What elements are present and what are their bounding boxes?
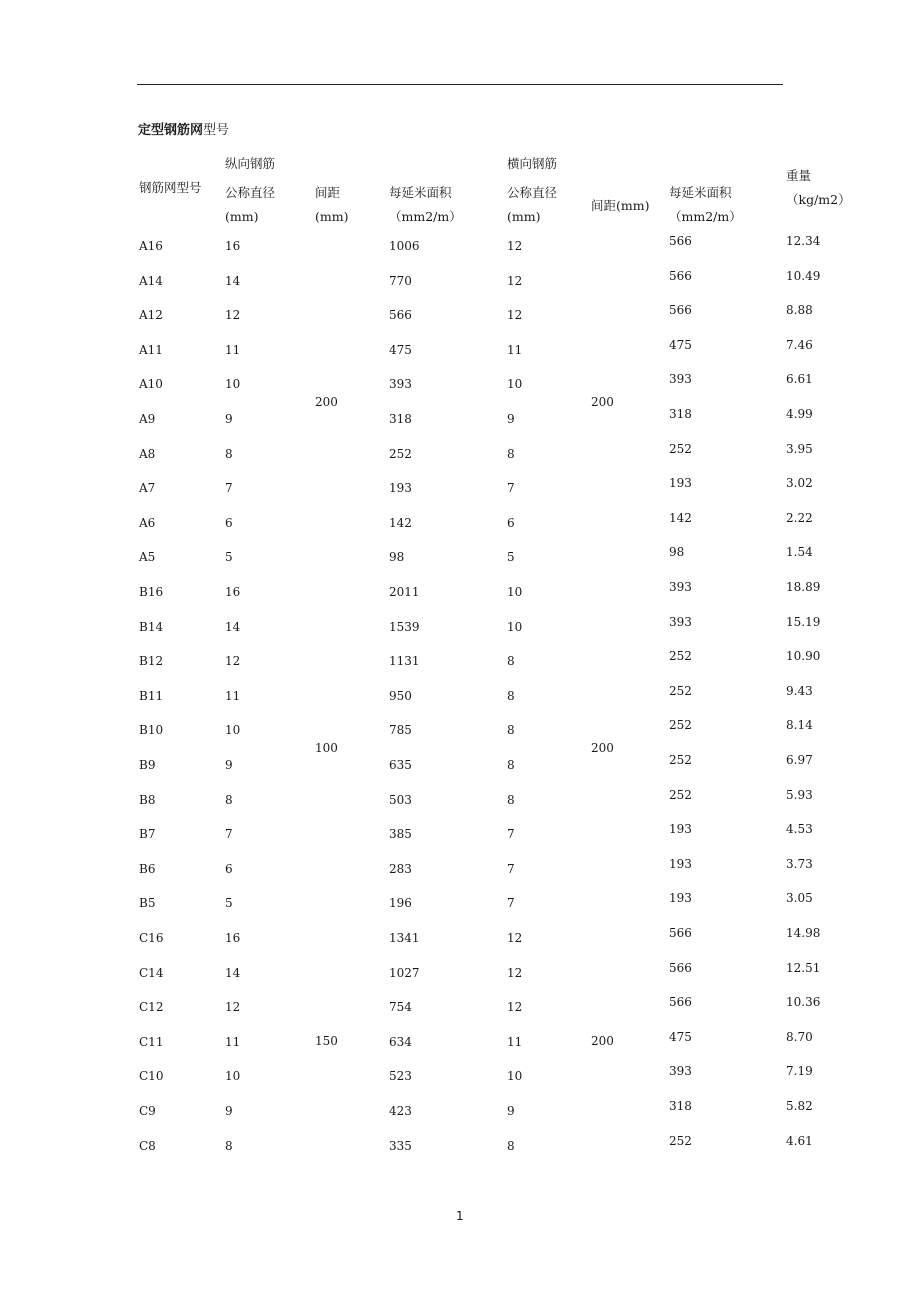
cell-long-dia: 10 <box>225 723 241 738</box>
cell-model: B10 <box>139 723 164 738</box>
header-rule <box>137 84 783 85</box>
cell-trans-area: 475 <box>669 337 692 352</box>
cell-long-dia: 9 <box>225 758 233 772</box>
header-long-area-unit: （mm2/m） <box>389 209 462 224</box>
cell-weight: 10.90 <box>786 649 821 664</box>
cell-model: A8 <box>139 446 156 461</box>
cell-weight: 8.14 <box>786 718 813 733</box>
cell-weight: 10.36 <box>786 995 821 1010</box>
cell-long-area: 318 <box>389 412 412 426</box>
cell-trans-spacing-merged: 200 <box>591 1034 614 1048</box>
header-long-group: 纵向钢筋 <box>225 156 276 171</box>
cell-weight: 2.22 <box>786 510 813 525</box>
cell-long-area: 566 <box>389 308 412 323</box>
cell-model: B16 <box>139 585 164 599</box>
page-number: 1 <box>456 1209 464 1223</box>
cell-long-area: 475 <box>389 342 412 357</box>
cell-long-area: 142 <box>389 515 412 530</box>
title-normal: 型号 <box>203 123 230 138</box>
cell-long-dia: 7 <box>225 481 233 496</box>
cell-long-dia: 14 <box>225 619 241 634</box>
header-trans-dia: 公称直径 <box>507 185 558 200</box>
cell-long-dia: 16 <box>225 585 241 599</box>
cell-long-area: 1027 <box>389 965 420 980</box>
page-title <box>138 119 229 138</box>
cell-trans-area: 193 <box>669 476 692 491</box>
cell-weight: 3.05 <box>786 891 813 906</box>
cell-long-dia: 11 <box>225 1034 241 1049</box>
cell-model: C11 <box>139 1034 164 1049</box>
cell-model: A14 <box>139 273 163 288</box>
cell-long-area: 393 <box>389 377 412 392</box>
cell-trans-dia: 7 <box>507 896 515 911</box>
cell-weight: 18.89 <box>786 580 821 594</box>
cell-long-dia: 12 <box>225 1000 241 1015</box>
cell-model: C10 <box>139 1069 164 1084</box>
title-bold: 定型钢筋网 <box>138 123 204 138</box>
cell-long-dia: 8 <box>225 792 233 807</box>
cell-weight: 5.93 <box>786 787 813 802</box>
cell-trans-area: 566 <box>669 268 692 283</box>
cell-trans-dia: 12 <box>507 931 523 945</box>
cell-model: A10 <box>139 377 163 392</box>
cell-weight: 12.34 <box>786 234 821 248</box>
cell-trans-dia: 8 <box>507 1138 515 1153</box>
cell-long-dia: 10 <box>225 1069 241 1084</box>
cell-long-dia: 16 <box>225 239 241 253</box>
cell-trans-dia: 7 <box>507 827 515 842</box>
cell-long-area: 252 <box>389 446 412 461</box>
cell-long-area: 1539 <box>389 619 420 634</box>
cell-trans-dia: 9 <box>507 1104 515 1118</box>
cell-weight: 3.02 <box>786 476 813 491</box>
cell-trans-area: 566 <box>669 995 692 1010</box>
cell-model: C16 <box>139 931 164 945</box>
cell-long-dia: 14 <box>225 273 241 288</box>
cell-weight: 5.82 <box>786 1099 813 1113</box>
cell-trans-dia: 10 <box>507 585 523 599</box>
header-long-spacing-unit: (mm) <box>315 209 349 224</box>
cell-model: A6 <box>139 515 156 530</box>
cell-long-dia: 9 <box>225 1104 233 1118</box>
cell-trans-dia: 8 <box>507 688 515 703</box>
cell-long-dia: 8 <box>225 1138 233 1153</box>
cell-model: C12 <box>139 1000 164 1015</box>
cell-trans-area: 475 <box>669 1029 692 1044</box>
cell-trans-area: 193 <box>669 891 692 906</box>
cell-long-area: 385 <box>389 827 412 842</box>
cell-trans-area: 252 <box>669 753 692 767</box>
cell-long-area: 283 <box>389 861 412 876</box>
cell-trans-area: 318 <box>669 1099 692 1113</box>
cell-trans-area: 252 <box>669 1133 692 1148</box>
cell-trans-dia: 12 <box>507 273 523 288</box>
cell-long-area: 196 <box>389 896 412 911</box>
cell-trans-area: 252 <box>669 787 692 802</box>
cell-trans-spacing-merged: 200 <box>591 395 614 409</box>
cell-long-dia: 10 <box>225 377 241 392</box>
cell-trans-dia: 12 <box>507 1000 523 1015</box>
cell-trans-dia: 6 <box>507 515 515 530</box>
cell-trans-dia: 8 <box>507 758 515 772</box>
cell-model: B6 <box>139 861 156 876</box>
cell-weight: 8.88 <box>786 303 813 318</box>
cell-trans-area: 393 <box>669 614 692 629</box>
cell-long-dia: 12 <box>225 654 241 669</box>
header-weight-unit: （kg/m2） <box>786 192 851 207</box>
cell-long-area: 423 <box>389 1104 412 1118</box>
cell-trans-area: 566 <box>669 303 692 318</box>
cell-long-dia: 6 <box>225 861 233 876</box>
cell-long-dia: 5 <box>225 550 233 565</box>
cell-long-area: 770 <box>389 273 412 288</box>
header-long-dia-unit: (mm) <box>225 209 259 224</box>
cell-model: B9 <box>139 758 156 772</box>
cell-trans-dia: 8 <box>507 792 515 807</box>
cell-long-dia: 6 <box>225 515 233 530</box>
cell-long-dia: 5 <box>225 896 233 911</box>
cell-long-area: 193 <box>389 481 412 496</box>
cell-long-dia: 7 <box>225 827 233 842</box>
cell-long-spacing-merged: 150 <box>315 1034 338 1048</box>
header-long-dia: 公称直径 <box>225 185 276 200</box>
cell-model: A16 <box>139 239 163 253</box>
cell-model: B11 <box>139 688 164 703</box>
cell-trans-dia: 10 <box>507 1069 523 1084</box>
cell-trans-dia: 7 <box>507 481 515 496</box>
cell-weight: 7.46 <box>786 337 813 352</box>
cell-trans-dia: 10 <box>507 619 523 634</box>
cell-long-area: 950 <box>389 688 412 703</box>
header-trans-group: 横向钢筋 <box>507 156 558 171</box>
cell-long-spacing-merged: 200 <box>315 395 338 409</box>
cell-trans-dia: 7 <box>507 861 515 876</box>
cell-model: B12 <box>139 654 164 669</box>
cell-trans-area: 566 <box>669 234 692 248</box>
cell-weight: 3.73 <box>786 856 813 871</box>
cell-weight: 4.53 <box>786 822 813 837</box>
cell-long-area: 635 <box>389 758 412 772</box>
cell-long-area: 785 <box>389 723 412 738</box>
cell-long-dia: 8 <box>225 446 233 461</box>
cell-trans-area: 566 <box>669 926 692 940</box>
cell-model: B8 <box>139 792 156 807</box>
cell-long-area: 335 <box>389 1138 412 1153</box>
cell-trans-area: 252 <box>669 649 692 664</box>
cell-trans-area: 393 <box>669 1064 692 1079</box>
cell-long-dia: 11 <box>225 342 241 357</box>
cell-trans-dia: 10 <box>507 377 523 392</box>
cell-long-area: 754 <box>389 1000 412 1015</box>
cell-weight: 6.61 <box>786 372 813 387</box>
cell-model: B14 <box>139 619 164 634</box>
cell-weight: 7.19 <box>786 1064 813 1079</box>
cell-weight: 1.54 <box>786 545 813 560</box>
cell-model: A12 <box>139 308 163 323</box>
cell-weight: 4.61 <box>786 1133 813 1148</box>
cell-long-area: 1131 <box>389 654 420 669</box>
cell-trans-dia: 8 <box>507 654 515 669</box>
cell-long-area: 2011 <box>389 585 420 599</box>
header-model: 钢筋网型号 <box>139 180 202 195</box>
cell-long-area: 523 <box>389 1069 412 1084</box>
cell-trans-area: 252 <box>669 718 692 733</box>
cell-trans-dia: 12 <box>507 965 523 980</box>
header-weight: 重量 <box>786 168 812 183</box>
cell-trans-dia: 12 <box>507 239 523 253</box>
cell-trans-dia: 5 <box>507 550 515 565</box>
cell-trans-area: 142 <box>669 510 692 525</box>
cell-weight: 3.95 <box>786 441 813 456</box>
cell-trans-area: 318 <box>669 407 692 421</box>
cell-long-dia: 16 <box>225 931 241 945</box>
cell-trans-dia: 8 <box>507 446 515 461</box>
cell-long-dia: 9 <box>225 412 233 426</box>
cell-trans-area: 252 <box>669 441 692 456</box>
cell-trans-area: 393 <box>669 580 692 594</box>
cell-long-spacing-merged: 100 <box>315 741 338 755</box>
cell-model: A7 <box>139 481 156 496</box>
cell-long-area: 634 <box>389 1034 412 1049</box>
header-trans-area: 每延米面积 <box>669 185 732 200</box>
cell-weight: 14.98 <box>786 926 821 940</box>
cell-long-dia: 14 <box>225 965 241 980</box>
cell-long-area: 1341 <box>389 931 420 945</box>
cell-trans-dia: 11 <box>507 342 523 357</box>
cell-long-dia: 12 <box>225 308 241 323</box>
cell-trans-dia: 9 <box>507 412 515 426</box>
cell-weight: 4.99 <box>786 407 813 421</box>
header-trans-spacing: 间距(mm) <box>591 198 650 213</box>
header-long-area: 每延米面积 <box>389 185 452 200</box>
cell-model: C8 <box>139 1138 156 1153</box>
cell-trans-area: 98 <box>669 545 685 560</box>
cell-long-dia: 11 <box>225 688 241 703</box>
header-long-spacing: 间距 <box>315 185 341 200</box>
cell-model: A5 <box>139 550 156 565</box>
cell-long-area: 1006 <box>389 239 420 253</box>
cell-trans-area: 393 <box>669 372 692 387</box>
cell-weight: 8.70 <box>786 1029 813 1044</box>
cell-long-area: 98 <box>389 550 405 565</box>
header-trans-dia-unit: (mm) <box>507 209 541 224</box>
cell-trans-dia: 12 <box>507 308 523 323</box>
cell-weight: 12.51 <box>786 960 821 975</box>
cell-trans-dia: 11 <box>507 1034 523 1049</box>
cell-model: C9 <box>139 1104 156 1118</box>
cell-model: A9 <box>139 412 156 426</box>
cell-weight: 10.49 <box>786 268 821 283</box>
cell-weight: 6.97 <box>786 753 813 767</box>
cell-long-area: 503 <box>389 792 412 807</box>
header-trans-area-unit: （mm2/m） <box>669 209 742 224</box>
cell-trans-area: 193 <box>669 822 692 837</box>
cell-model: C14 <box>139 965 164 980</box>
cell-trans-area: 566 <box>669 960 692 975</box>
cell-weight: 15.19 <box>786 614 821 629</box>
cell-trans-area: 252 <box>669 683 692 698</box>
cell-trans-area: 193 <box>669 856 692 871</box>
cell-model: B7 <box>139 827 156 842</box>
cell-weight: 9.43 <box>786 683 813 698</box>
cell-trans-dia: 8 <box>507 723 515 738</box>
cell-trans-spacing-merged: 200 <box>591 741 614 755</box>
cell-model: B5 <box>139 896 156 911</box>
cell-model: A11 <box>139 342 163 357</box>
